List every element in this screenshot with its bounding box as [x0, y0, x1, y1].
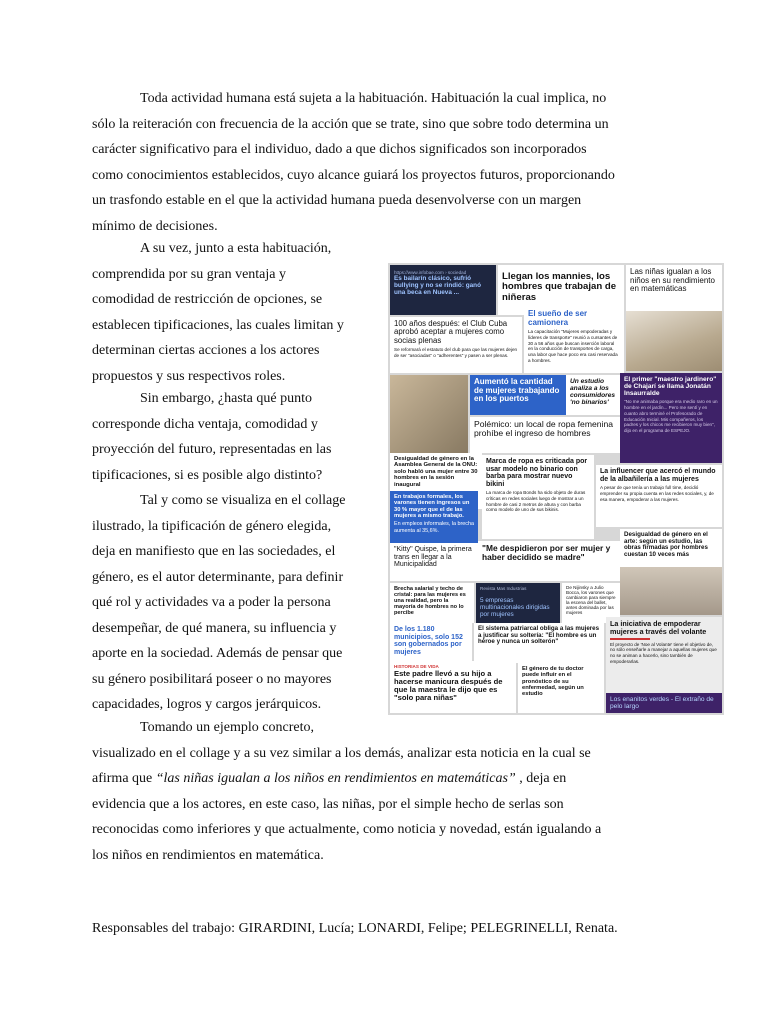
- collage-card-multinacionales: [476, 583, 560, 623]
- card-headline: Brecha salarial y techo de cristal: para las mujeres es una realidad, pero la mayoría de hombres no lo percibe: [394, 586, 466, 617]
- text-line: capacidades, logros y cargos jerárquicos.: [92, 697, 322, 712]
- text-line: como conocimientos establecidos, cuyo alcance guiará los proyectos futuros, proporcionando: [92, 167, 615, 183]
- text-line: deja en manifiesto que en las sociedades, el: [92, 544, 336, 559]
- card-headline: De los 1.180 municipios, solo 152 son gobernados por mujeres: [394, 626, 463, 656]
- collage-card-arte: [620, 529, 722, 567]
- card-headline: Desigualdad de género en el arte: según un estudio, las obras firmadas por hombres cuestan 10 veces más: [624, 531, 708, 559]
- card-headline: El sistema patriarcal obliga a las mujeres a justificar su soltería: "El hombre es un héroe y nunca un solterón": [478, 625, 600, 646]
- news-collage: [388, 263, 724, 715]
- card-headline: El género de tu doctor puede influir en el pronóstico de su enfermedad, según un estudio: [522, 666, 584, 697]
- card-headline: El primer "maestro jardinero" de Chajarí se llama Jonatán Insaurralde: [624, 376, 717, 398]
- collage-card-brecha-ingresos: [390, 491, 478, 551]
- text-fragment: afirma que: [92, 771, 156, 786]
- card-summary: La capacitación "Mujeres empoderadas y líderes de transporte" reunió a cursantes de 30 a 56 años que buscan inserción laboral en la conducción de transportes de carga, una labor que hace poco era casi reservada a hombres.: [528, 329, 618, 363]
- paragraph-tipificaciones: [92, 236, 377, 389]
- card-headline: Un estudio analiza a los consumidores 'no binarios': [570, 378, 616, 407]
- collage-card-volante: [606, 617, 722, 693]
- text-line: su género posibilitará poseer o no mayores: [92, 671, 332, 687]
- accent-bar: [610, 638, 650, 640]
- collage-card-local-ropa: [470, 417, 620, 453]
- collage-photo-gallery: [620, 567, 722, 615]
- card-headline: 5 empresas multinacionales dirigidas por mujeres: [480, 596, 550, 618]
- collage-card-no-binarios: [566, 375, 620, 415]
- text-line: Tomando un ejemplo concreto,: [140, 720, 314, 735]
- collage-photo-girl: [626, 311, 722, 371]
- collage-card-enanitos: [606, 693, 722, 713]
- text-line: carácter significativo para el individuo, dado a que dichos significados son incorporados: [92, 142, 587, 157]
- quote-text: “las niñas igualan a los niños en rendimientos en matemáticas”: [155, 771, 516, 786]
- text-line: propuestos y sus respectivos roles.: [92, 368, 286, 384]
- text-line: [92, 766, 692, 792]
- text-line: comodidad de restricción de opciones, se: [92, 292, 323, 307]
- text-fragment: , deja en: [515, 771, 567, 786]
- card-headline: Los enanitos verdes - El extraño de pelo largo: [610, 695, 714, 710]
- collage-card-albanileria: [596, 465, 722, 527]
- card-headline: Polémico: un local de ropa femenina prohíbe el ingreso de hombres: [474, 419, 614, 439]
- card-source: https://www.infobae.com › sociedad: [394, 270, 467, 275]
- card-source: Revista Mas Industrias: [480, 586, 527, 591]
- paragraph-sin-embargo: [92, 386, 377, 488]
- card-tag: HISTORIAS DE VIDA: [394, 664, 439, 669]
- card-headline: De Nijinsky a Julio Bocca, los varones que cambiaron para siempre la escena del ballet, antes dominada por las mujeres: [566, 585, 616, 615]
- card-headline: "Kitty" Quispe, la primera trans en llegar a la Municipalidad: [394, 546, 472, 569]
- text-line: desempeñar, de qué manera, su influencia y: [92, 620, 337, 636]
- text-line: establecen tipificaciones, las cuales limitan y: [92, 317, 344, 333]
- text-line: evidencia que a los actores, en este caso, las niñas, por el simple hecho de serlas son: [92, 796, 564, 812]
- text-line: A su vez, junto a esta habituación,: [140, 241, 332, 256]
- collage-card-puertos: [470, 375, 566, 415]
- card-headline: Este padre llevó a su hijo a hacerse manicura después de que la maestra le dijo que es "solo para niñas": [394, 668, 503, 703]
- text-line: qué rol y actividades va a poder la persona: [92, 595, 331, 610]
- card-headline: Es bailarín clásico, sufrió bullying y no se rindió: ganó una beca en Nueva ...: [394, 274, 481, 296]
- text-line: corresponde dicha ventaja, comodidad y: [92, 416, 318, 432]
- text-line: aporte en la sociedad. Además de pensar que: [92, 646, 343, 661]
- text-line: los niños en rendimientos en matemática.: [92, 847, 324, 863]
- card-headline: La iniciativa de empoderar mujeres a través del volante: [610, 619, 707, 636]
- text-line: ilustrado, la tipificación de género elegida,: [92, 518, 332, 534]
- text-line: sólo la reiteración con frecuencia de la acción que se trate, sino que sobre todo determina un: [92, 116, 609, 132]
- text-line: género, es el autor determinante, para definir: [92, 569, 344, 585]
- card-headline: Aumentó la cantidad de mujeres trabajando en los puertos: [474, 377, 560, 404]
- collage-card-kitty-quispe: [390, 543, 478, 581]
- text-line: visualizado en el collage y a su vez similar a los demás, analizar esta noticia en la cual se: [92, 745, 591, 761]
- card-headline: Marca de ropa es criticada por usar modelo no binario con barba para mostrar nuevo bikini: [486, 458, 588, 488]
- collage-card-municipios: [390, 623, 472, 663]
- card-summary: Se reformará el estatuto del club para que las mujeres dejen de ser "asociadas" o "adherentes" y pasen a ser plenas.: [394, 347, 518, 358]
- card-headline: El sueño de ser camionera: [528, 309, 588, 327]
- card-headline: Las niñas igualan a los niños en su rendimiento en matemáticas: [630, 267, 715, 294]
- text-line: mínimo de decisiones.: [92, 218, 218, 234]
- collage-card-ninas-matematicas: [626, 265, 722, 311]
- text-line: proyección del futuro, representadas en las: [92, 442, 332, 457]
- text-line: Toda actividad humana está sujeta a la habituación. Habituación la cual implica, no: [140, 91, 607, 106]
- card-summary: A pesar de que tenía un trabajo full time, decidió emprender su propia cuenta en las redes sociales, y, de esa manera, empoderar a las mujeres.: [600, 485, 714, 502]
- text-line: tipificaciones, si es posible algo distinto?: [92, 467, 323, 483]
- card-headline: En trabajos formales, los varones tienen ingresos un 30 % mayor que el de las mujeres a mismo trabajo.: [394, 494, 470, 519]
- collage-card-bailarin: [390, 265, 496, 315]
- text-line: comprendida por su gran ventaja y: [92, 266, 286, 282]
- card-headline: La influencer que acercó el mundo de la albañilería a las mujeres: [600, 468, 716, 483]
- paragraph-collage: [92, 488, 377, 718]
- collage-card-marca-ropa: [482, 455, 594, 539]
- card-headline: "Me despidieron por ser mujer y haber decidido se madre": [482, 543, 611, 563]
- card-summary: La marca de ropa Bonds ha sido objeto de duras críticas en redes sociales luego de mostrar a un hombre de casi 2 metros de altura y con barba como modelo de uno de sus bikinis.: [486, 490, 586, 513]
- paragraph-ejemplo: [92, 715, 692, 868]
- card-headline: Llegan los mannies, los hombres que trabajan de niñeras: [502, 271, 617, 303]
- collage-card-techo-cristal: [390, 583, 474, 623]
- text-line: Tal y como se visualiza en el collage: [140, 493, 346, 508]
- responsables-line: Responsables del trabajo: GIRARDINI, Lucía; LONARDI, Felipe; PELEGRINELLI, Renata.: [92, 921, 618, 936]
- text-line: un trasfondo estable en el que la actividad humana pueda desenvolverse con un margen: [92, 193, 582, 208]
- collage-card-solteria: [474, 623, 604, 663]
- collage-card-doctor: [518, 663, 604, 713]
- card-summary: El proyecto de 'Noe al Volante' tiene el objetivo de, no sólo enseñarle a manejar a aquellas mujeres que no se animan a hacerlo, sino también de empoderarlas.: [610, 641, 717, 664]
- card-summary: En empleos informales, la brecha aumenta al 35,6%.: [394, 521, 475, 534]
- collage-card-manicura: [390, 661, 516, 713]
- text-line: Sin embargo, ¿hasta qué punto: [140, 391, 312, 406]
- card-headline: Desigualdad de género en la Asamblea General de la ONU: solo habló una mujer entre 30 hombres en la sesión inaugural: [394, 456, 478, 488]
- text-line: reconocidas como inferiores y que actualmente, como noticia y novedad, están igualando a: [92, 822, 602, 837]
- card-summary: "No me animaba porque era medio raro en un hombre en el jardín... Pero me sentí y en cuanto abro terminé el Profesorado de Educación Inicial. Mis compañeros, los padres y los chicos me recibieron muy bien", dijo en el programa de ESPEJO.: [624, 399, 718, 433]
- text-line: determinan ciertas acciones a los actores: [92, 343, 320, 358]
- card-headline: 100 años después: el Club Cuba aprobó aceptar a mujeres como socias plenas: [394, 319, 508, 345]
- collage-card-camionera: [524, 307, 624, 373]
- paragraph-habituacion: [92, 86, 692, 239]
- collage-card-maestro-jardinero: [620, 373, 722, 463]
- collage-card-despidieron: [478, 541, 620, 581]
- collage-card-club-cuba: [390, 317, 522, 373]
